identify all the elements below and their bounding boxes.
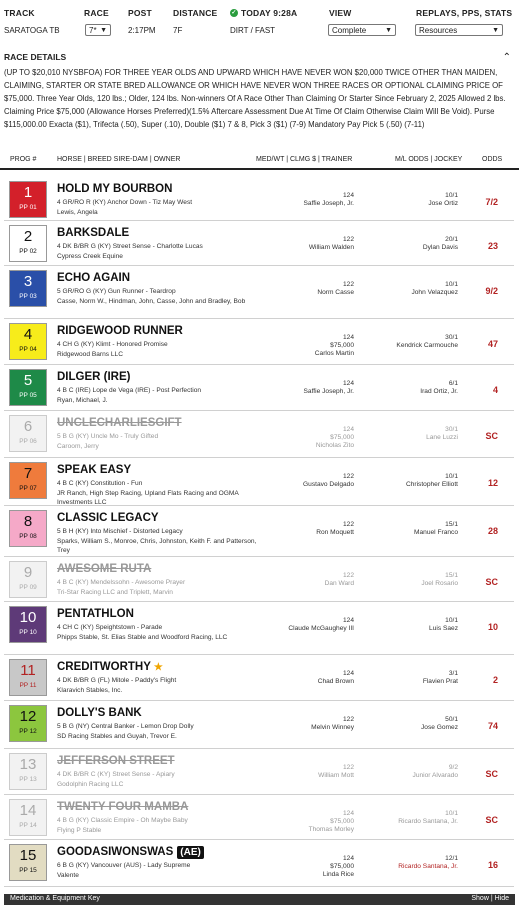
program-number-badge (9, 270, 47, 307)
table-row[interactable] (4, 701, 514, 749)
live-odds: 4 (492, 385, 498, 395)
live-odds: 23 (487, 241, 498, 251)
program-number-badge (9, 323, 47, 360)
breeding: 4 B G (KY) Classic Empire - Oh Maybe Baby (57, 817, 188, 824)
program-number: 6 (23, 418, 33, 435)
jockey: Jose Gomez (420, 724, 458, 731)
med-weight-trainer (288, 617, 354, 633)
breeding: 4 DK B/BR G (FL) Mitole - Paddy's Flight (57, 677, 177, 684)
post-position: PP 10 (19, 629, 37, 636)
resources-select[interactable] (415, 24, 503, 36)
horse-name-text: AWESOME RUTA (57, 563, 152, 575)
morning-line-odds: 15/1 (445, 521, 458, 528)
jockey: John Velazquez (411, 289, 458, 296)
distance-value: 7F (173, 26, 183, 35)
weight: 122 (342, 764, 354, 771)
post-position: PP 08 (19, 533, 37, 540)
post-position: PP 06 (19, 438, 37, 445)
post-position: PP 12 (19, 728, 37, 735)
jockey: Luis Saez (429, 625, 458, 632)
race-label: RACE (84, 8, 109, 18)
jockey: Jose Ortiz (428, 200, 458, 207)
trainer: William Walden (308, 244, 354, 251)
owner: Ryan, Michael, J. (57, 397, 108, 404)
morning-line-odds: 12/1 (445, 855, 458, 862)
horse-name-text: UNCLECHARLIESGIFT (57, 417, 182, 429)
race-details-text: (UP TO $20,010 NYSBFOA) FOR THREE YEAR OLDS AND UPWARD WHICH HAVE NEVER WON $20,000 TWICE OTHER THAN MAIDEN, CLAIMING, STARTER OR STATE BRED ALLOWANCE OR WHICH HAVE NEVER WON THREE RACES OR OPTIONAL CLAIMING PRICE OF $75,000. Three Year Olds, 120 lbs.; Older, 124 lbs. Non-winners Of A Race Other Than Claiming Or Starter Since February 2, 2025 Allowed 2 lbs. Claiming Price $75,000 (Allowance Horses Preferred)(1.5% Aftercare Assessment Due At Time Of Claim Otherwise Claim Will Be Void). Purse $115,000.00 Exacta ($1), Trifecta (.50), Super (.10), Double ($1) 7 & 8, Pick 3 ($1) (7-9) Mandatory Pay Pick 5 (.50) (7-11) (4, 68, 506, 129)
post-position: PP 02 (19, 248, 37, 255)
jockey: Kendrick Carmouche (396, 342, 458, 349)
morning-line-odds: 50/1 (445, 716, 458, 723)
race-select-value: 7* (89, 25, 97, 35)
post-position: PP 11 (19, 682, 37, 689)
trainer: William Mott (318, 772, 354, 779)
med-weight-trainer (303, 473, 354, 489)
header-horse: HORSE | BREED SIRE-DAM | OWNER (57, 156, 181, 163)
morning-line-jockey (414, 521, 458, 537)
program-number: 13 (19, 756, 37, 773)
breeding: 4 CH G (KY) Klimt - Honored Promise (57, 341, 168, 348)
breeding: 5 B G (KY) Uncle Mo - Truly Gifted (57, 433, 159, 440)
trainer: Norm Casse (317, 289, 354, 296)
post-position: PP 13 (19, 776, 37, 783)
weight: 124 (342, 192, 354, 199)
horse-name-text: DOLLY'S BANK (57, 707, 142, 719)
horse-name-text: HOLD MY BOURBON (57, 183, 173, 195)
breeding: 5 B H (KY) Into Mischief - Distorted Legacy (57, 528, 183, 535)
table-row[interactable] (4, 655, 514, 701)
owner: Cypress Creek Equine (57, 253, 123, 260)
view-block (329, 8, 352, 18)
program-number: 7 (23, 465, 33, 482)
horse-name[interactable] (57, 563, 151, 575)
horse-name[interactable] (57, 371, 130, 383)
morning-line-jockey (423, 670, 458, 686)
jockey: Lane Luzzi (426, 434, 458, 441)
jockey: Joel Rosario (421, 580, 458, 587)
horse-name[interactable] (57, 755, 175, 767)
chevron-down-icon: ▼ (492, 26, 499, 34)
table-row[interactable] (4, 411, 514, 458)
morning-line-odds: 3/1 (448, 670, 458, 677)
horse-name[interactable] (57, 417, 182, 429)
horse-name-text: CREDITWORTHY (57, 661, 151, 673)
morning-line-odds: 6/1 (448, 380, 458, 387)
trainer: Saffie Joseph, Jr. (303, 200, 354, 207)
claiming-price: $75,000 (330, 818, 354, 825)
live-odds: 47 (487, 339, 498, 349)
morning-line-jockey (411, 281, 458, 297)
owner: Tri-Star Racing LLC and Triplett, Marvin (57, 589, 173, 596)
horse-name[interactable] (57, 608, 134, 620)
table-row[interactable] (4, 749, 514, 795)
jockey: Flavien Prat (422, 678, 458, 685)
horse-name-text: GOODASIWONSWAS (57, 846, 174, 858)
trainer: Ron Moquett (316, 529, 354, 536)
program-number: 5 (23, 372, 33, 389)
horse-name-text: TWENTY FOUR MAMBA (57, 801, 189, 813)
trainer: Thomas Morley (308, 826, 354, 833)
horse-name-text: CLASSIC LEGACY (57, 512, 159, 524)
program-number: 4 (23, 326, 33, 343)
jockey: Christopher Elliott (405, 481, 458, 488)
claiming-price: $75,000 (330, 342, 354, 349)
distance-label: DISTANCE (173, 8, 218, 18)
morning-line-odds: 10/1 (445, 617, 458, 624)
live-odds: SC (485, 769, 498, 779)
post-position: PP 09 (19, 584, 37, 591)
breeding: 4 GR/RO R (KY) Anchor Down - Tiz May West (57, 199, 193, 206)
owner: SD Racing Stables and Guyah, Trevor E. (57, 733, 177, 740)
weight: 124 (342, 380, 354, 387)
program-number-badge (9, 369, 47, 406)
owner: Phipps Stable, St. Elias Stable and Woodford Racing, LLC (57, 634, 228, 641)
weight: 122 (342, 572, 354, 579)
owner: Valente (57, 872, 79, 879)
morning-line-jockey (398, 855, 458, 871)
program-number: 14 (19, 802, 37, 819)
table-row[interactable] (4, 602, 514, 655)
weight: 122 (342, 281, 354, 288)
table-row[interactable] (4, 266, 514, 319)
weight: 124 (342, 670, 354, 677)
live-odds: 12 (487, 478, 498, 488)
live-odds: 28 (487, 526, 498, 536)
horse-name-text: PENTATHLON (57, 608, 134, 620)
weight: 124 (342, 617, 354, 624)
morning-line-odds: 30/1 (445, 426, 458, 433)
jockey: Manuel Franco (414, 529, 458, 536)
horse-name-text: RIDGEWOOD RUNNER (57, 325, 183, 337)
program-number-badge (9, 225, 47, 262)
claiming-price: $75,000 (330, 863, 354, 870)
weight: 122 (342, 521, 354, 528)
weight: 122 (342, 473, 354, 480)
owner: Sparks, William S., Monroe, Chris, Johnston, Keith F. and Patterson, Trey (57, 538, 257, 554)
horse-name[interactable] (57, 801, 188, 813)
live-odds: 2 (492, 675, 498, 685)
table-row[interactable] (4, 557, 514, 602)
resources-select-value: Resources (419, 25, 458, 35)
morning-line-odds: 10/1 (445, 192, 458, 199)
breeding: 4 CH C (KY) Speightstown - Parade (57, 624, 163, 631)
race-details-title: RACE DETAILS (4, 52, 67, 62)
owner: Godolphin Racing LLC (57, 781, 124, 788)
view-select[interactable] (328, 24, 396, 36)
weight: 124 (342, 426, 354, 433)
trainer: Gustavo Delgado (303, 481, 354, 488)
program-number-badge (9, 844, 47, 881)
trainer: Dan Ward (324, 580, 354, 587)
jockey: Dylan Davis (422, 244, 458, 251)
entries-table-header (0, 150, 519, 170)
program-number-badge (9, 462, 47, 499)
weight: 124 (342, 855, 354, 862)
med-weight-trainer (318, 670, 354, 686)
horse-name-text: BARKSDALE (57, 227, 130, 239)
post-position: PP 05 (19, 392, 37, 399)
horse-name-text: JEFFERSON STREET (57, 755, 175, 767)
breeding: 4 B C (IRE) Lope de Vega (IRE) - Post Perfection (57, 387, 202, 394)
owner: Ridgewood Barns LLC (57, 351, 123, 358)
morning-line-jockey (421, 572, 458, 588)
race-selector-bar (0, 0, 519, 48)
program-number: 11 (20, 662, 36, 679)
morning-line-jockey (406, 473, 458, 489)
header-odds-jockey: M/L ODDS | JOCKEY (395, 156, 463, 163)
jockey: Irad Ortiz, Jr. (420, 388, 458, 395)
med-weight-trainer (304, 380, 354, 396)
med-weight-trainer (323, 855, 354, 879)
jockey: Junior Alvarado (412, 772, 458, 779)
table-row[interactable] (4, 506, 514, 557)
weight: 122 (342, 236, 354, 243)
star-icon: ★ (153, 662, 163, 673)
morning-line-odds: 10/1 (445, 473, 458, 480)
horse-name[interactable] (57, 464, 131, 476)
med-weight-trainer (325, 572, 354, 588)
post-position: PP 14 (19, 822, 37, 829)
post-position: PP 15 (19, 867, 37, 874)
horse-name-text: ECHO AGAIN (57, 272, 131, 284)
horse-name[interactable] (57, 661, 163, 673)
morning-line-odds: 30/1 (445, 334, 458, 341)
table-row[interactable] (4, 319, 514, 365)
table-row[interactable] (4, 177, 514, 221)
owner: Lewis, Angela (57, 209, 98, 216)
morning-line-jockey (421, 716, 458, 732)
live-odds: 9/2 (485, 286, 498, 296)
trainer: Nicholas Zito (315, 442, 354, 449)
claiming-price: $75,000 (330, 434, 354, 441)
owner: JR Ranch, High Step Racing, Upland Flats Racing and OGMA Investments LLC (57, 490, 239, 506)
medication-key-link[interactable]: Medication & Equipment Key (10, 895, 100, 902)
breeding: 5 GR/RO G (KY) Gun Runner - Teardrop (57, 288, 176, 295)
table-row[interactable] (4, 458, 514, 506)
owner: Casse, Norm W., Hindman, John, Casse, John and Bradley, Bob (57, 298, 246, 305)
program-number-badge (9, 705, 47, 742)
header-med: MED/WT | CLMG $ | TRAINER (256, 156, 353, 163)
table-row[interactable] (4, 365, 514, 411)
breeding: 4 DK B/BR G (KY) Street Sense - Charlotte Lucas (57, 243, 203, 250)
morning-line-jockey (413, 764, 458, 780)
post-value: 2:17PM (128, 26, 156, 35)
horse-name[interactable] (57, 707, 142, 719)
live-odds: 10 (487, 622, 498, 632)
header-prog: PROG # (10, 156, 37, 163)
jockey: Ricardo Santana, Jr. (398, 863, 458, 870)
track-value[interactable]: SARATOGA TB (4, 26, 60, 35)
live-odds: 7/2 (485, 197, 498, 207)
show-hide-toggle[interactable]: Show | Hide (471, 895, 509, 902)
program-number: 1 (23, 184, 33, 201)
morning-line-odds: 20/1 (445, 236, 458, 243)
post-label: POST (128, 8, 152, 18)
breeding: 6 B G (KY) Vancouver (AUS) - Lady Supreme (57, 862, 191, 869)
today-block (230, 8, 297, 35)
breeding: 4 B C (KY) Mendelssohn - Awesome Prayer (57, 579, 186, 586)
morning-line-jockey (423, 236, 458, 252)
owner: Caroom, Jerry (57, 443, 99, 450)
trainer: Chad Brown (317, 678, 354, 685)
horse-name[interactable] (57, 512, 159, 524)
breeding: 5 B G (NY) Central Banker - Lemon Drop Dolly (57, 723, 194, 730)
morning-line-odds: 15/1 (445, 572, 458, 579)
also-eligible-badge: (AE) (177, 846, 204, 859)
view-label: VIEW (329, 8, 352, 18)
horse-name-text: DILGER (IRE) (57, 371, 131, 383)
med-weight-trainer (316, 521, 354, 537)
today-label: TODAY 9:28A (241, 8, 298, 18)
header-odds: ODDS (482, 156, 503, 163)
med-weight-trainer (316, 426, 354, 450)
horse-name[interactable] (57, 272, 130, 284)
program-number: 2 (23, 228, 33, 245)
program-number: 9 (23, 564, 33, 581)
med-weight-trainer (309, 810, 354, 834)
program-number-badge (9, 561, 47, 598)
live-odds: 74 (487, 721, 498, 731)
morning-line-odds: 10/1 (445, 810, 458, 817)
race-block (84, 8, 109, 18)
med-weight-trainer (309, 236, 354, 252)
morning-line-jockey (429, 617, 458, 633)
track-block (4, 8, 60, 35)
program-number: 8 (23, 513, 33, 530)
program-number-badge (9, 753, 47, 790)
jockey: Ricardo Santana, Jr. (398, 818, 458, 825)
replays-label: REPLAYS, PPS, STATS (416, 8, 513, 18)
table-row[interactable] (4, 221, 514, 266)
morning-line-jockey (420, 380, 458, 396)
chevron-up-icon[interactable]: ⌃ (502, 52, 511, 63)
med-weight-trainer (317, 281, 354, 297)
program-number-badge (9, 181, 47, 218)
med-weight-trainer (311, 716, 354, 732)
live-odds: SC (485, 815, 498, 825)
program-number-badge (9, 510, 47, 547)
owner: Flying P Stable (57, 827, 102, 834)
morning-line-odds: 10/1 (445, 281, 458, 288)
replays-block (416, 8, 512, 18)
med-weight-trainer (318, 764, 354, 780)
horse-name[interactable] (57, 325, 183, 337)
chevron-down-icon: ▼ (100, 26, 107, 34)
trainer: Claude McGaughey III (288, 625, 354, 632)
owner: Klaravich Stables, Inc. (57, 687, 123, 694)
view-select-value: Complete (332, 25, 367, 35)
med-weight-trainer (315, 334, 354, 358)
footer-bar (4, 894, 515, 905)
horse-name-text: SPEAK EASY (57, 464, 132, 476)
check-circle-icon: ✓ (231, 10, 237, 16)
horse-name[interactable] (57, 846, 204, 858)
trainer: Melvin Winney (311, 724, 354, 731)
table-row[interactable] (4, 795, 514, 840)
trainer: Linda Rice (322, 871, 354, 878)
program-number-badge (9, 415, 47, 452)
live-odds: 16 (487, 860, 498, 870)
program-number-badge (9, 799, 47, 836)
weight: 124 (342, 334, 354, 341)
trainer: Saffie Joseph, Jr. (303, 388, 354, 395)
morning-line-jockey (428, 192, 458, 208)
post-position: PP 07 (19, 485, 37, 492)
weight: 122 (342, 716, 354, 723)
program-number-badge (9, 659, 47, 696)
program-number: 10 (19, 609, 37, 626)
trainer: Carlos Martin (314, 350, 354, 357)
program-number: 15 (19, 847, 37, 864)
program-number: 3 (23, 273, 33, 290)
post-position: PP 03 (19, 293, 37, 300)
track-label: TRACK (4, 8, 35, 18)
morning-line-jockey (396, 334, 458, 350)
program-number: 12 (19, 708, 37, 725)
post-block (128, 8, 156, 35)
morning-line-jockey (398, 810, 458, 826)
distance-block (173, 8, 217, 35)
live-odds: SC (485, 577, 498, 587)
post-position: PP 01 (19, 204, 37, 211)
table-row[interactable] (4, 840, 514, 887)
breeding: 4 B C (KY) Constitution - Fun (57, 480, 143, 487)
horse-name[interactable] (57, 227, 129, 239)
breeding: 4 DK B/BR C (KY) Street Sense - Apiary (57, 771, 175, 778)
weight: 124 (342, 810, 354, 817)
chevron-down-icon: ▼ (385, 26, 392, 34)
morning-line-odds: 9/2 (448, 764, 458, 771)
race-select[interactable] (85, 24, 111, 36)
med-weight-trainer (304, 192, 354, 208)
post-position: PP 04 (19, 346, 37, 353)
surface-value: DIRT / FAST (230, 26, 276, 35)
live-odds: SC (485, 431, 498, 441)
horse-name[interactable] (57, 183, 172, 195)
program-number-badge (9, 606, 47, 643)
morning-line-jockey (426, 426, 458, 442)
